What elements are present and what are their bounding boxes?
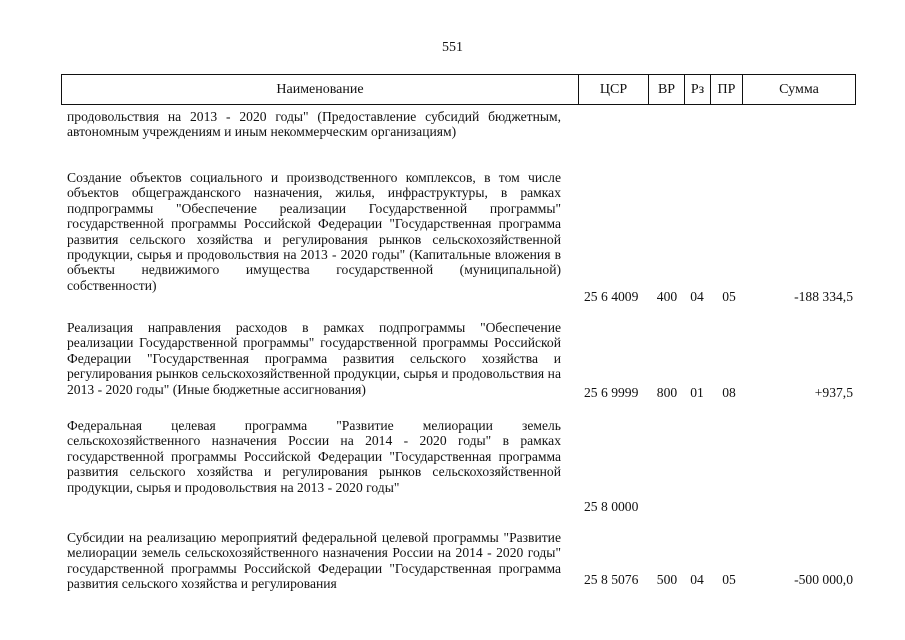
header-sum: Сумма [742, 75, 855, 104]
table-left-edge [61, 105, 62, 640]
header-vr: ВР [648, 75, 684, 104]
table-row-0-name: продовольствия на 2013 - 2020 годы" (Предоставление субсидий бюджетным, автономным учреждениям и иным некоммерческим организациям) [67, 109, 561, 140]
table-row-4-name: Субсидии на реализацию мероприятий федеральной целевой программы "Развитие мелиорации земель сельскохозяйственного назначения России на 2014 - 2020 годы" государственной программы Российской Федерации "Государственная программа развития сельского хозяйства и регулирования [67, 530, 561, 592]
table-row-3-name: Федеральная целевая программа "Развитие мелиорации земель сельскохозяйственного назначения России на 2014 - 2020 годы" в рамках государственной программы Российской Федерации "Государственная программа развития сельского хозяйства и регулирования рынков сельскохозяйственной продукции, сырья и продовольствия на 2013 - 2020 годы" [67, 418, 561, 495]
table-row-4-vr: 500 [656, 572, 678, 587]
table-row-1-name: Создание объектов социального и производственного комплексов, в том числе объектов общегражданского назначения, жилья, инфраструктуры, в рамках подпрограммы "Обеспечение реализации Государственной программы" государственной программы Российской Федерации "Государственная программа развития сельского хозяйства и регулирования рынков сельскохозяйственной продукции, сырья и продовольствия на 2013 - 2020 годы" (Капитальные вложения в объекты недвижимого имущества государственной (муниципальной) собственности) [67, 170, 561, 293]
table-row-4-rz: 04 [690, 572, 704, 587]
table-row-2-pr: 08 [722, 385, 736, 400]
header-pr: ПР [710, 75, 742, 104]
table-row-1-rz: 04 [690, 289, 704, 304]
table-row-4-sum: -500 000,0 [794, 572, 853, 587]
table-row-1-csr: 25 6 4009 [584, 289, 639, 304]
table-row-2-vr: 800 [656, 385, 678, 400]
table-row-1-pr: 05 [722, 289, 736, 304]
header-name: Наименование [276, 82, 364, 97]
table-row-3-csr: 25 8 0000 [584, 499, 639, 514]
table-row-1-vr: 400 [656, 289, 678, 304]
table-header [61, 74, 856, 105]
table-row-4-pr: 05 [722, 572, 736, 587]
header-rz: Рз [684, 75, 710, 104]
table-row-1-sum: -188 334,5 [794, 289, 853, 304]
table-row-4-csr: 25 8 5076 [584, 572, 639, 587]
page-number: 551 [442, 40, 463, 55]
header-csr: ЦСР [578, 75, 648, 104]
table-row-2-name: Реализация направления расходов в рамках подпрограммы "Обеспечение реализации Государственной программы" государственной программы Российской Федерации "Государственная программа развития сельского хозяйства и регулирования рынков сельскохозяйственной продукции, сырья и продовольствия на 2013 - 2020 годы" (Иные бюджетные ассигнования) [67, 320, 561, 397]
table-row-2-rz: 01 [690, 385, 704, 400]
table-row-2-sum: +937,5 [814, 385, 853, 400]
table-row-2-csr: 25 6 9999 [584, 385, 639, 400]
